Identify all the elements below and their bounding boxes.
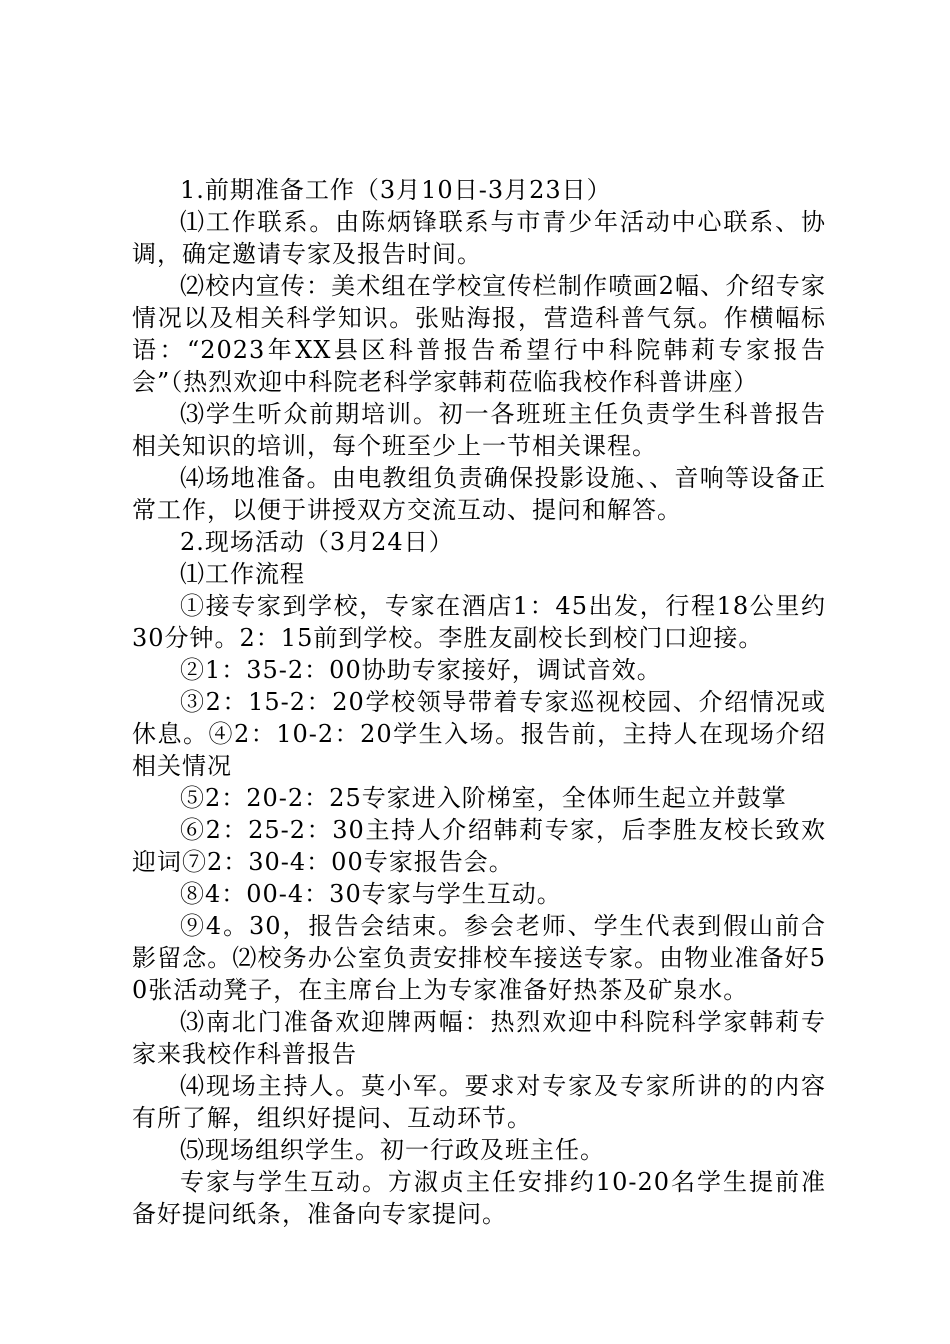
paragraph-student-training: ⑶学生听众前期培训。初一各班班主任负责学生科普报告相关知识的培训，每个班至少上一节相关课程。 [132,400,826,460]
paragraph-venue-preparation: ⑷场地准备。由电教组负责确保投影设施、、音响等设备正常工作，以便于讲授双方交流互动、提问和解答。 [132,464,826,524]
section-heading-preparation: 1.前期准备工作（3月10日-3月23日） [180,176,612,204]
subheading-workflow: ⑴工作流程 [180,560,305,588]
paragraph-welcome-signs: ⑶南北门准备欢迎牌两幅：热烈欢迎中科院科学家韩莉专家来我校作科普报告 [132,1008,826,1068]
paragraph-campus-publicity: ⑵校内宣传：美术组在学校宣传栏制作喷画2幅、介绍专家情况以及相关科学知识。张贴海报，营造科普气氛。作横幅标语：“2023年XX县区科普报告希望行中科院韩莉专家报告会”（热烈欢迎中科院老科学家韩莉莅临我校作科普讲座） [132,272,826,396]
paragraph-work-contact: ⑴工作联系。由陈炳锋联系与市青少年活动中心联系、协调，确定邀请专家及报告时间。 [132,208,826,268]
section-heading-onsite: 2.现场活动（3月24日） [180,528,454,556]
paragraph-student-organization: ⑸现场组织学生。初一行政及班主任。 [180,1136,605,1164]
workflow-step-9: ⑨4。30，报告会结束。参会老师、学生代表到假山前合影留念。⑵校务办公室负责安排校车接送专家。由物业准备好50张活动凳子，在主席台上为专家准备好热茶及矿泉水。 [132,912,826,1004]
paragraph-host: ⑷现场主持人。莫小军。要求对专家及专家所讲的的内容有所了解，组织好提问、互动环节。 [132,1072,826,1132]
document-body [132,174,826,1230]
paragraph-expert-interaction: 专家与学生互动。方淑贞主任安排约10-20名学生提前准备好提问纸条，准备向专家提问。 [132,1168,826,1228]
workflow-step-1: ①接专家到学校，专家在酒店1：45出发，行程18公里约30分钟。2：15前到学校。李胜友副校长到校门口迎接。 [132,592,826,652]
workflow-step-5: ⑤2：20-2：25专家进入阶梯室，全体师生起立并鼓掌 [180,784,787,812]
workflow-step-8: ⑧4：00-4：30专家与学生互动。 [180,880,562,908]
workflow-step-2: ②1：35-2：00协助专家接好，调试音效。 [180,656,662,684]
workflow-step-6-7: ⑥2：25-2：30主持人介绍韩莉专家，后李胜友校长致欢迎词⑦2：30-4：00专家报告会。 [132,816,826,876]
workflow-step-3-4: ③2：15-2：20学校领导带着专家巡视校园、介绍情况或休息。④2：10-2：20学生入场。报告前，主持人在现场介绍相关情况 [132,688,826,780]
